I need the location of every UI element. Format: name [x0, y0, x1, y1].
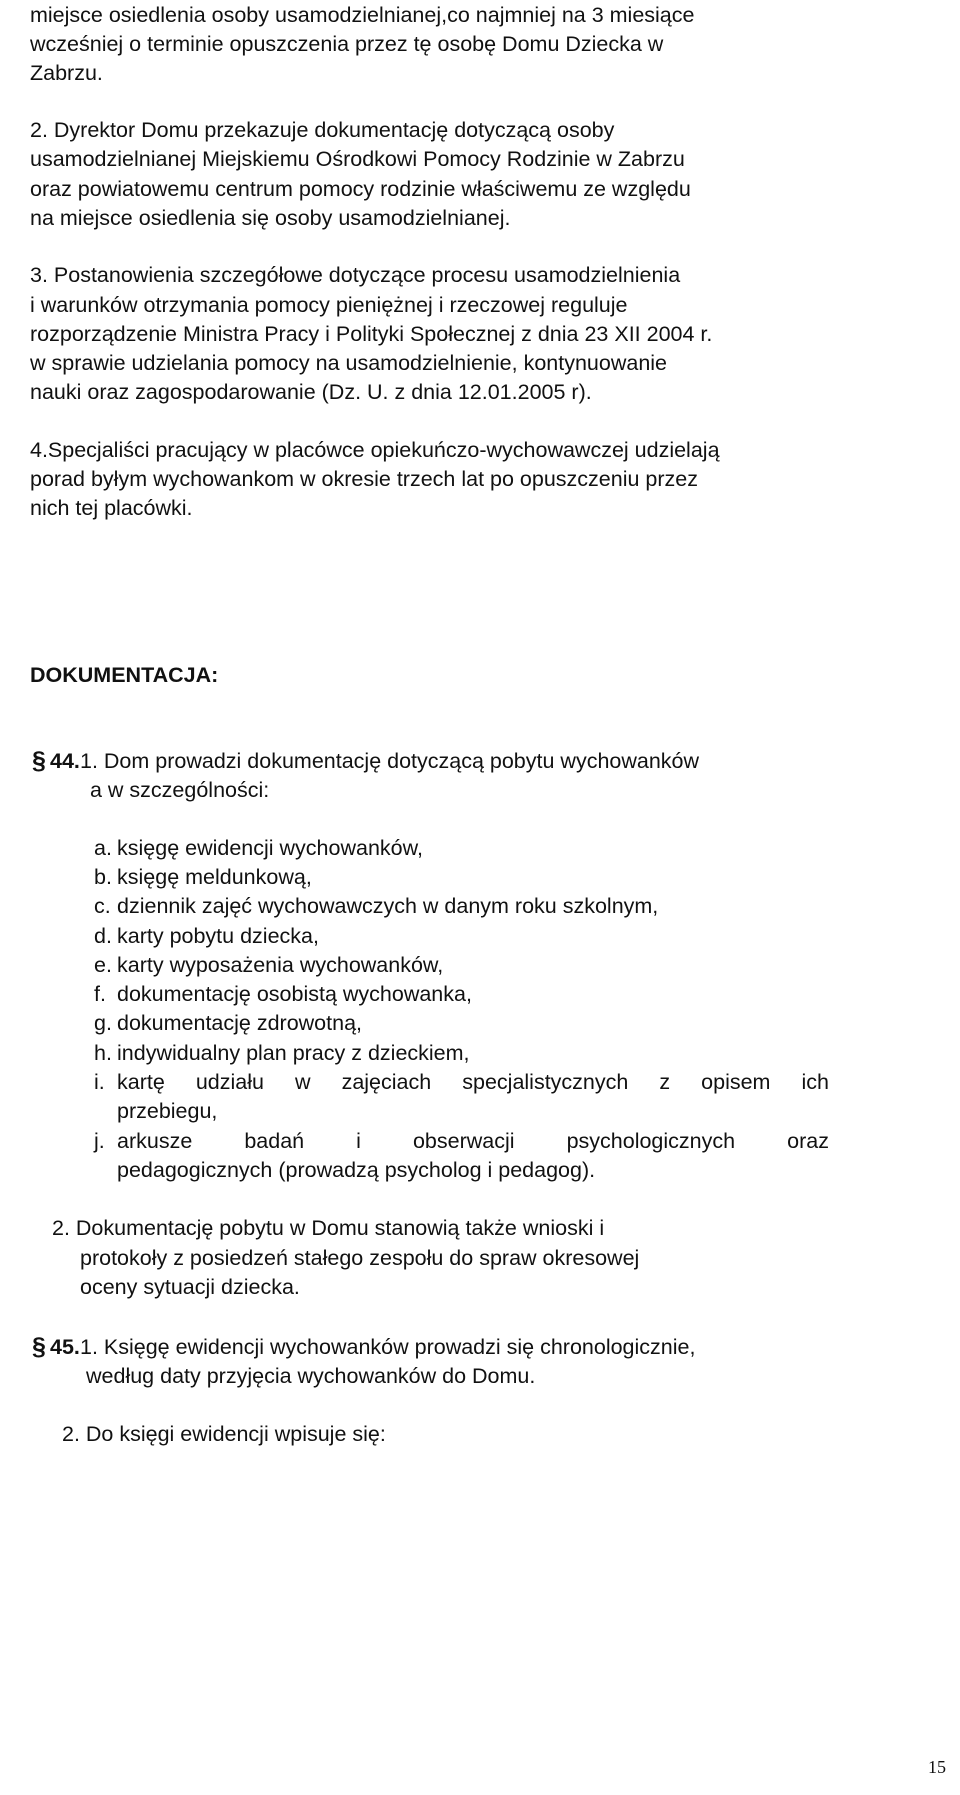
list-marker: d.: [94, 924, 112, 948]
text-line: 2. Do księgi ewidencji wpisuje się:: [62, 1422, 386, 1446]
list-item: przebiegu,: [117, 1099, 218, 1123]
list-item: dokumentację osobistą wychowanka,: [117, 982, 472, 1006]
word: w: [295, 1070, 311, 1094]
list-item-justified-line: [117, 1072, 829, 1094]
section-number: 44.: [50, 749, 80, 773]
list-item: karty wyposażenia wychowanków,: [117, 953, 444, 977]
text-line: według daty przyjęcia wychowanków do Domu.: [86, 1364, 536, 1388]
text-line: oraz powiatowemu centrum pomocy rodzinie właściwemu ze względu: [30, 177, 691, 201]
text-line: nauki oraz zagospodarowanie (Dz. U. z dnia 12.01.2005 r).: [30, 380, 592, 404]
word: kartę: [117, 1070, 165, 1094]
text-line: usamodzielnianej Miejskiemu Ośrodkowi Pomocy Rodzinie w Zabrzu: [30, 147, 685, 171]
text-line: 2. Dyrektor Domu przekazuje dokumentację dotyczącą osoby: [30, 118, 615, 142]
text-line: w sprawie udzielania pomocy na usamodzielnienie, kontynuowanie: [30, 351, 668, 375]
text-line: miejsce osiedlenia osoby usamodzielnianej,co najmniej na 3 miesiące: [30, 3, 695, 27]
section-heading: DOKUMENTACJA:: [30, 663, 219, 687]
text-line: wcześniej o terminie opuszczenia przez tę osobę Domu Dziecka w: [30, 32, 664, 56]
word: zajęciach: [341, 1070, 432, 1094]
word: oraz: [787, 1129, 829, 1153]
list-item: dokumentację zdrowotną,: [117, 1011, 363, 1035]
text-line: rozporządzenie Ministra Pracy i Polityki Społecznej z dnia 23 XII 2004 r.: [30, 322, 713, 346]
list-item: karty pobytu dziecka,: [117, 924, 319, 948]
word: opisem: [701, 1070, 771, 1094]
word: z: [659, 1070, 671, 1094]
section-sign: §: [32, 1333, 46, 1361]
text-line: porad byłym wychowankom w okresie trzech lat po opuszczeniu przez: [30, 467, 698, 491]
list-marker: i.: [94, 1070, 105, 1094]
word: udziału: [195, 1070, 264, 1094]
list-item: indywidualny plan pracy z dzieckiem,: [117, 1041, 470, 1065]
text-line: protokoły z posiedzeń stałego zespołu do spraw okresowej: [80, 1246, 640, 1270]
text-line: i warunków otrzymania pomocy pieniężnej i rzeczowej reguluje: [30, 293, 628, 317]
text-line: oceny sytuacji dziecka.: [80, 1275, 300, 1299]
text-line: 3. Postanowienia szczegółowe dotyczące procesu usamodzielnienia: [30, 263, 681, 287]
word: arkusze: [117, 1129, 193, 1153]
page-number: 15: [928, 1757, 946, 1777]
word: ich: [801, 1070, 829, 1094]
list-marker: j.: [94, 1129, 105, 1153]
text-line: 1. Księgę ewidencji wychowanków prowadzi się chronologicznie,: [80, 1335, 696, 1359]
list-marker: f.: [94, 982, 106, 1006]
list-marker: b.: [94, 865, 112, 889]
list-item: pedagogicznych (prowadzą psycholog i pedagog).: [117, 1158, 596, 1182]
section-number: 45.: [50, 1335, 80, 1359]
word: i: [356, 1129, 361, 1153]
word: specjalistycznych: [462, 1070, 629, 1094]
text-line: nich tej placówki.: [30, 496, 193, 520]
text-line: Zabrzu.: [30, 61, 103, 85]
text-line: 1. Dom prowadzi dokumentację dotyczącą pobytu wychowanków: [80, 749, 700, 773]
section-sign: §: [32, 747, 46, 775]
list-item-justified-line: [117, 1131, 829, 1153]
text-line: 4.Specjaliści pracujący w placówce opiekuńczo-wychowawczej udzielają: [30, 438, 720, 462]
list-marker: g.: [94, 1011, 112, 1035]
list-marker: a.: [94, 836, 112, 860]
word: obserwacji: [412, 1129, 515, 1153]
word: psychologicznych: [566, 1129, 736, 1153]
list-marker: c.: [94, 894, 111, 918]
word: badań: [244, 1129, 305, 1153]
text-line: 2. Dokumentację pobytu w Domu stanowią także wnioski i: [52, 1216, 605, 1240]
list-item: księgę ewidencji wychowanków,: [117, 836, 423, 860]
list-item: dziennik zajęć wychowawczych w danym roku szkolnym,: [117, 894, 659, 918]
text-line: a w szczególności:: [90, 778, 270, 802]
list-marker: h.: [94, 1041, 112, 1065]
text-line: na miejsce osiedlenia się osoby usamodzielnianej.: [30, 206, 511, 230]
list-item: księgę meldunkową,: [117, 865, 312, 889]
list-marker: e.: [94, 953, 112, 977]
